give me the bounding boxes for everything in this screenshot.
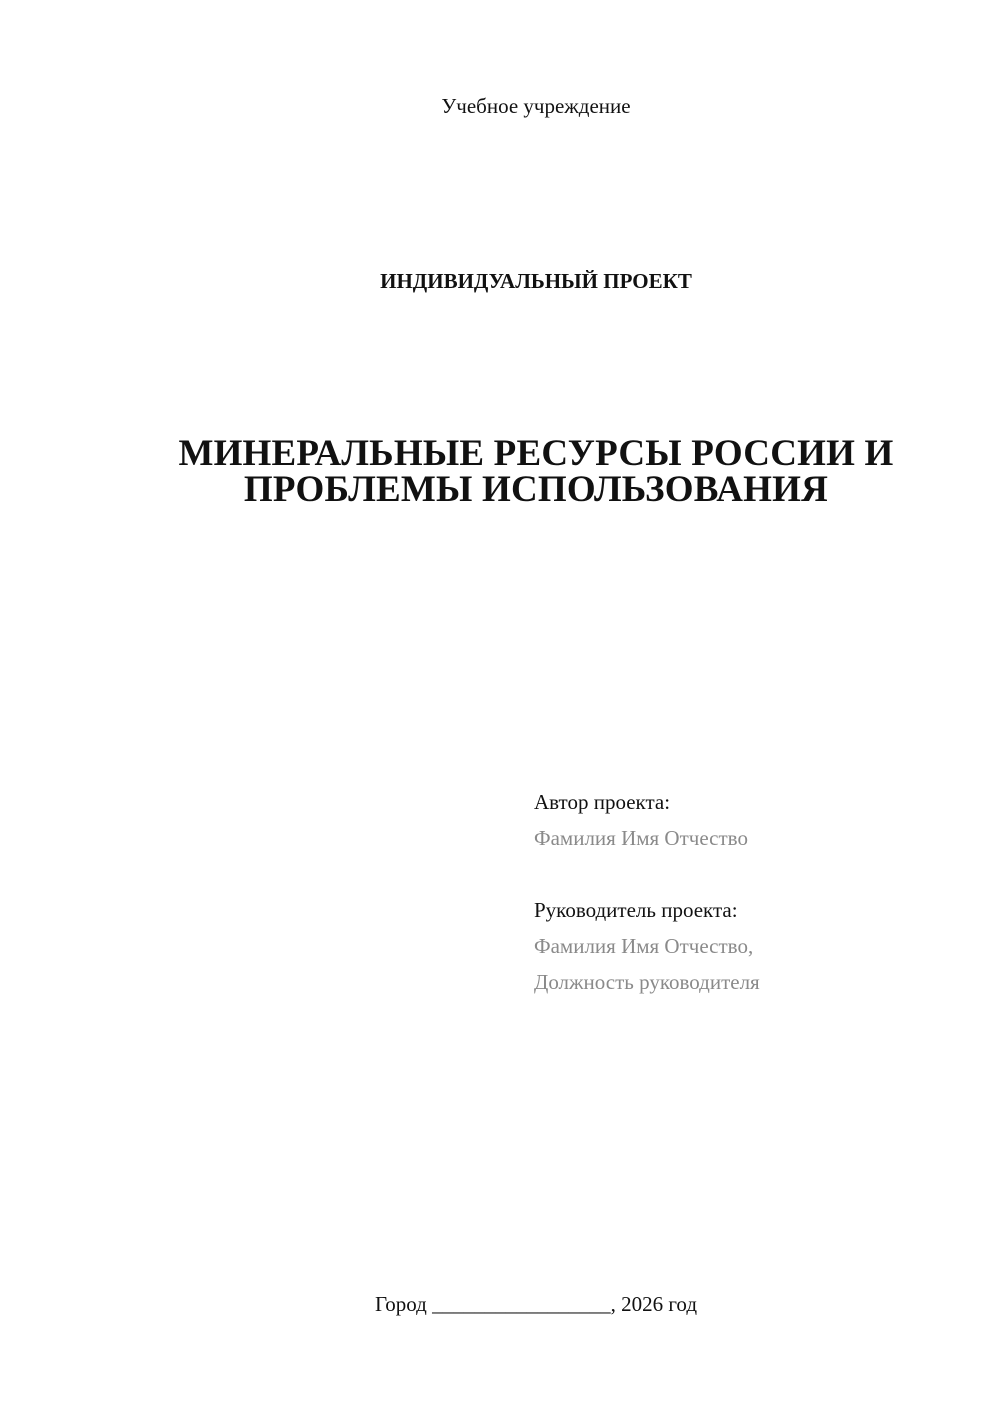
institution-name: Учебное учреждение — [441, 94, 631, 118]
city-year-line: Город _________________, 2026 год — [374, 1292, 698, 1316]
supervisor-block — [534, 892, 974, 1000]
supervisor-name: Фамилия Имя Отчество, — [534, 934, 754, 958]
project-title-line-2: ПРОБЛЕМЫ ИСПОЛЬЗОВАНИЯ — [243, 469, 829, 510]
project-title-line-1: МИНЕРАЛЬНЫЕ РЕСУРСЫ РОССИИ И — [178, 433, 894, 474]
supervisor-position: Должность руководителя — [534, 970, 760, 994]
author-label: Автор проекта: — [534, 790, 671, 814]
author-name: Фамилия Имя Отчество — [534, 826, 748, 850]
author-block — [534, 784, 974, 856]
document-type: ИНДИВИДУАЛЬНЫЙ ПРОЕКТ — [380, 269, 692, 293]
supervisor-label: Руководитель проекта: — [534, 898, 738, 922]
project-title — [120, 433, 952, 510]
